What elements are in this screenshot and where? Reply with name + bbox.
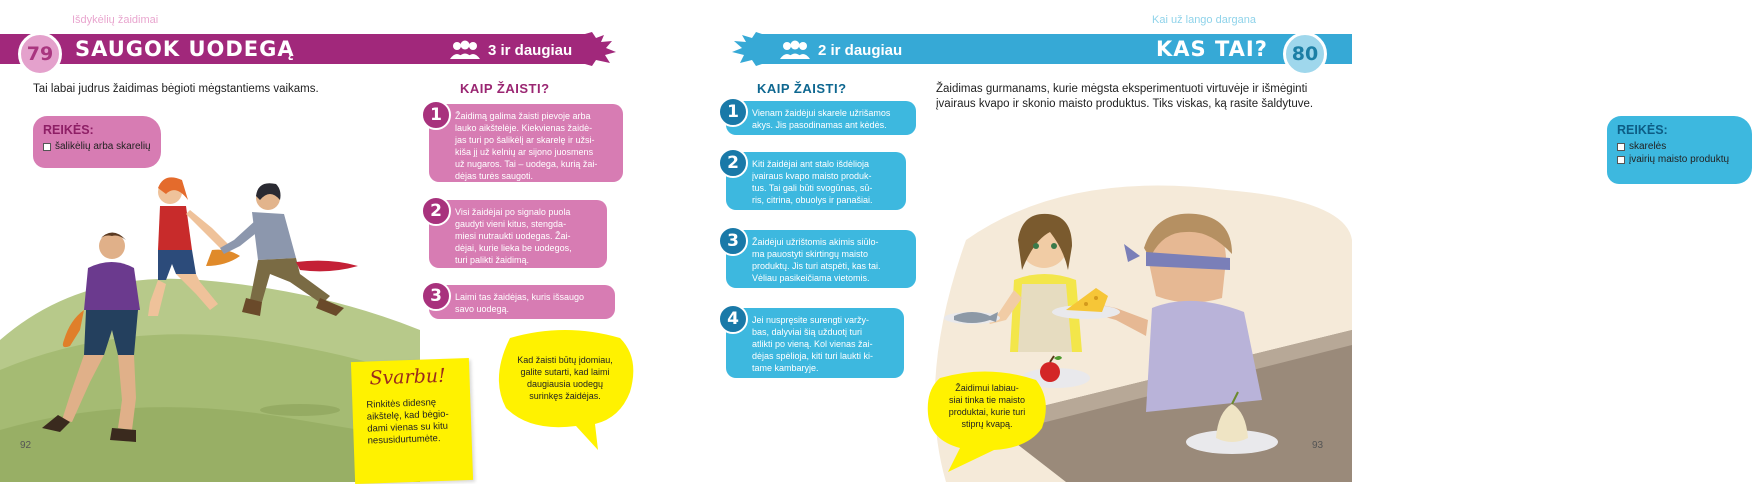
tip-bubble — [924, 370, 1050, 474]
step-line: atlikti po vieną. Kol vienas žai- — [752, 339, 873, 349]
how-to-play-title: KAIP ŽAISTI? — [460, 81, 550, 96]
page-number: 93 — [1312, 440, 1324, 451]
title-banner — [0, 32, 620, 66]
note-line: nesusidurtumėte. — [367, 433, 441, 447]
step-line: produktų. Jis turi atspėti, kas tai. — [752, 261, 881, 271]
step-line: Laimi tas žaidėjas, kuris išsaugo — [455, 292, 585, 302]
step-line: dėjai, kurie lieka be uodegos, — [455, 243, 572, 253]
step-line: Žaidėjui užrištomis akimis siūlo- — [752, 237, 879, 247]
step-box — [726, 101, 916, 135]
step-line: dėjas spėlioja, kiti turi laukti ki- — [752, 351, 874, 361]
players-info — [448, 40, 572, 60]
needs-title: REIKĖS: — [43, 123, 94, 137]
step-line: akys. Jis pasodinamas ant kėdės. — [752, 120, 887, 130]
game-number-badge: 80 — [1283, 32, 1327, 76]
step-number-badge: 2 — [718, 148, 748, 178]
players-icon — [778, 40, 812, 60]
bubble-line: Žaidimui labiau- — [955, 383, 1019, 393]
checkbox-icon — [1617, 156, 1625, 164]
step-number-badge: 2 — [421, 196, 451, 226]
step-line: lauko aikštelėje. Kiekvienas žaidė- — [455, 123, 593, 133]
bubble-text — [502, 354, 628, 402]
note-line: dami vienas su kitu — [367, 420, 449, 435]
needs-item — [1617, 154, 1742, 165]
step-line: Kiti žaidėjai ant stalo išdėlioja — [752, 159, 870, 169]
step-box — [726, 308, 904, 378]
needs-box — [33, 116, 161, 168]
right-page — [676, 0, 1730, 482]
step-line: už nugaros. Tai – uodega, kurią žai- — [455, 159, 598, 169]
checkbox-icon — [43, 143, 51, 151]
bubble-line: surinkęs žaidėjas. — [529, 391, 601, 401]
step-line: įvairaus kvapo maisto produk- — [752, 171, 872, 181]
step-line: tame kambaryje. — [752, 363, 819, 373]
step-line: jas turi po šalikėlį ar skarelę ir užsi- — [455, 135, 595, 145]
step-line: Jei nuspręsite surengti varžy- — [752, 315, 870, 325]
needs-item-label: įvairių maisto produktų — [1629, 154, 1730, 165]
needs-title: REIKĖS: — [1617, 123, 1668, 137]
needs-item-label: šalikėlių arba skarelių — [55, 141, 151, 152]
bubble-line: galite sutarti, kad laimi — [520, 367, 610, 377]
step-box — [429, 104, 623, 182]
bubble-line: produktai, kurie turi — [948, 407, 1026, 417]
step-number-badge: 4 — [718, 304, 748, 334]
needs-item-label: skarelės — [1629, 141, 1667, 152]
players-icon — [448, 40, 482, 60]
step-number-badge: 1 — [421, 100, 451, 130]
step-box — [429, 200, 607, 268]
note-line: Rinkitės didesnę — [366, 397, 437, 411]
section-label: Išdykėlių žaidimai — [72, 14, 159, 26]
step-line: Vėliau pasikeičiama vietomis. — [752, 273, 870, 283]
step-box — [726, 152, 906, 210]
important-note — [351, 358, 473, 484]
step-line: dėjas turės saugoti. — [455, 171, 534, 181]
step-line: turi palikti žaidimą. — [455, 255, 530, 265]
step-line: miesi nutraukti uodegas. Žai- — [455, 231, 571, 241]
page-number: 92 — [20, 440, 32, 451]
step-line: bas, dalyviai šią užduotį turi — [752, 327, 863, 337]
game-title: SAUGOK UODEGĄ — [75, 37, 295, 61]
step-line: gaudyti vieni kitus, stengda- — [455, 219, 567, 229]
step-line: Visi žaidėjai po signalo puola — [455, 207, 571, 217]
tip-bubble — [490, 328, 640, 452]
intro-text: Tai labai judrus žaidimas bėgioti mėgstantiems vaikams. — [33, 83, 319, 95]
note-line: aikštelę, kad bėgio- — [366, 408, 449, 423]
needs-box — [1607, 116, 1752, 184]
left-page — [0, 0, 676, 482]
intro-text — [936, 82, 1336, 112]
needs-item — [43, 141, 151, 152]
section-label: Kai už lango dargana — [1152, 14, 1256, 26]
bubble-line: siai tinka tie maisto — [948, 395, 1026, 405]
players-info — [778, 40, 902, 60]
step-line: savo uodegą. — [455, 304, 510, 314]
note-text — [366, 396, 464, 447]
step-number-badge: 1 — [718, 97, 748, 127]
step-box — [429, 285, 615, 319]
step-number-badge: 3 — [718, 226, 748, 256]
step-line: ris, citrina, obuolys ir panašiai. — [752, 195, 873, 205]
how-to-play-title: KAIP ŽAISTI? — [757, 81, 847, 96]
game-title: KAS TAI? — [1156, 37, 1268, 61]
bubble-line: daugiausia uodegų — [526, 379, 604, 389]
checkbox-icon — [1617, 143, 1625, 151]
bubble-line: stiprų kvapą. — [961, 419, 1013, 429]
title-banner — [726, 32, 1352, 66]
note-heading: Svarbu! — [369, 364, 447, 390]
step-number-badge: 3 — [421, 281, 451, 311]
players-label: 3 ir daugiau — [488, 41, 573, 59]
bubble-text — [934, 382, 1040, 430]
bubble-line: Kad žaisti būtų įdomiau, — [517, 355, 613, 365]
step-line: Žaidimą galima žaisti pievoje arba — [455, 111, 591, 121]
needs-item — [1617, 141, 1742, 152]
intro-line: įvairaus kvapo ir skonio maisto produktus. Tiks viskas, ką rasite šaldytuve. — [936, 98, 1314, 110]
step-box — [726, 230, 916, 288]
players-label: 2 ir daugiau — [818, 41, 903, 59]
step-line: Vienam žaidėjui skarele užrišamos — [752, 108, 891, 118]
step-line: kiša jį už kelnių ar sijono juosmens — [455, 147, 594, 157]
step-line: tus. Tai gali būti svogūnas, sū- — [752, 183, 873, 193]
game-number-badge: 79 — [18, 32, 62, 76]
intro-line: Žaidimas gurmanams, kurie mėgsta eksperimentuoti virtuvėje ir išmėginti — [936, 83, 1308, 95]
step-line: ma pauostyti skirtingų maisto — [752, 249, 869, 259]
